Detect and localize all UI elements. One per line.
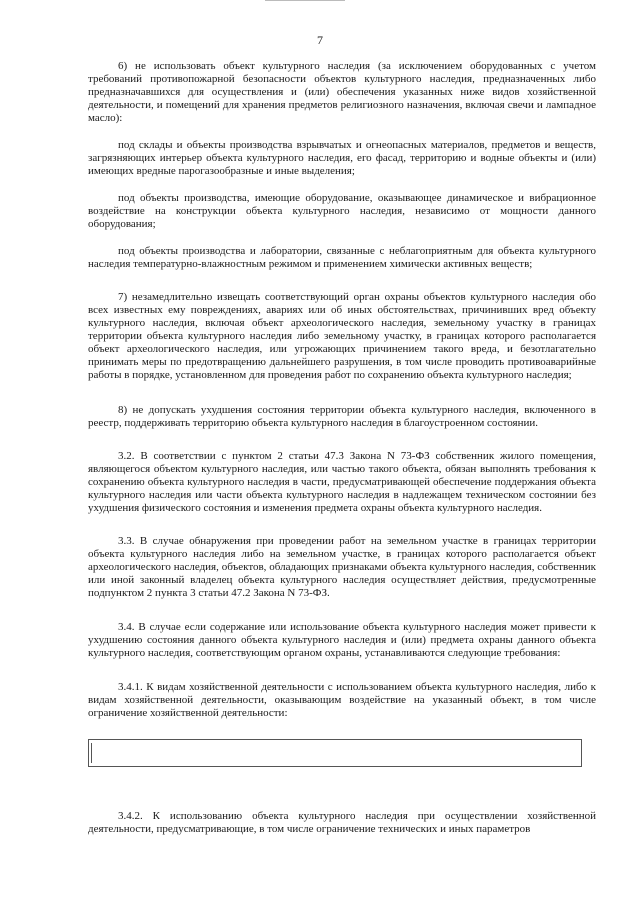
paragraph-3-4-1: 3.4.1. К видам хозяйственной деятельности с использованием объекта культурного наследия, либо к видам хозяйственной деятельности, оказывающим воздействие на указанный объект, в том числе ограничение хозяйственной деятельности: (88, 681, 596, 719)
restriction-input-field[interactable] (88, 739, 582, 767)
paragraph-3-2: 3.2. В соответствии с пунктом 2 статьи 47.3 Закона N 73-ФЗ собственник жилого помещения, являющегося объектом культурного наследия, или частью такого объекта, обязан выполнять требования к сохранению объекта культурного наследия в части, предусматривающей обеспечение поддержания объекта культурного наследия или части объекта культурного наследия в надлежащем техническом состоянии без ухудшения физического состояния и изменения предмета охраны объекта культурного наследия. (88, 450, 596, 514)
paragraph-item-6-warehouses: под склады и объекты производства взрывчатых и огнеопасных материалов, предметов и веществ, загрязняющих интерьер объекта культурного наследия, его фасад, территорию и водные объекты и (или) имеющих вредные парогазообразные и иные выделения; (88, 139, 596, 177)
page-number: 7 (317, 33, 323, 47)
field-cursor-mark (91, 743, 92, 763)
document-body (88, 60, 596, 836)
paragraph-3-4-2: 3.4.2. К использованию объекта культурного наследия при осуществлении хозяйственной деятельности, предусматривающие, в том числе ограничение технических и иных параметров (88, 810, 596, 835)
paragraph-item-7: 7) незамедлительно извещать соответствующий орган охраны объектов культурного наследия обо всех известных ему повреждениях, авариях или об иных обстоятельствах, причинивших вред объекту культурного наследия, включая объект археологического наследия, земельному участку в границах территории объекта культурного наследия либо земельному участку, в границах которого располагается объект археологического наследия, или угрожающих причинением такого вреда, и безотлагательно принимать меры по предотвращению дальнейшего разрушения, в том числе проводить противоаварийные работы в порядке, установленном для проведения работ по сохранению объекта культурного наследия; (88, 291, 596, 381)
paragraph-item-8: 8) не допускать ухудшения состояния территории объекта культурного наследия, включенного в реестр, поддерживать территорию объекта культурного наследия в благоустроенном состоянии. (88, 404, 596, 429)
paragraph-item-6-laboratories: под объекты производства и лаборатории, связанные с неблагоприятным для объекта культурного наследия температурно-влажностным режимом и применением химически активных веществ; (88, 245, 596, 270)
paragraph-item-6-production: под объекты производства, имеющие оборудование, оказывающее динамическое и вибрационное воздействие на конструкции объекта культурного наследия, независимо от мощности данного оборудования; (88, 192, 596, 230)
paragraph-item-6: 6) не использовать объект культурного наследия (за исключением оборудованных с учетом требований противопожарной безопасности объектов культурного наследия, предназначенных либо предназначавшихся для осуществления и (или) обеспечения указанных ниже видов хозяйственной деятельности, и помещений для хранения предметов религиозного назначения, включая свечи и лампадное масло): (88, 60, 596, 124)
top-rule (265, 0, 345, 1)
paragraph-3-3: 3.3. В случае обнаружения при проведении работ на земельном участке в границах территории объекта культурного наследия либо на земельном участке, в границах которого располагается объект археологического наследия, объектов, обладающих признаками объекта культурного наследия, собственник или иной законный владелец объекта культурного наследия осуществляет действия, предусмотренные подпунктом 2 пункта 3 статьи 47.2 Закона N 73-ФЗ. (88, 535, 596, 599)
paragraph-3-4: 3.4. В случае если содержание или использование объекта культурного наследия может привести к ухудшению состояния данного объекта культурного наследия и (или) предмета охраны данного объекта культурного наследия, соответствующим органом охраны, устанавливаются следующие требования: (88, 621, 596, 659)
